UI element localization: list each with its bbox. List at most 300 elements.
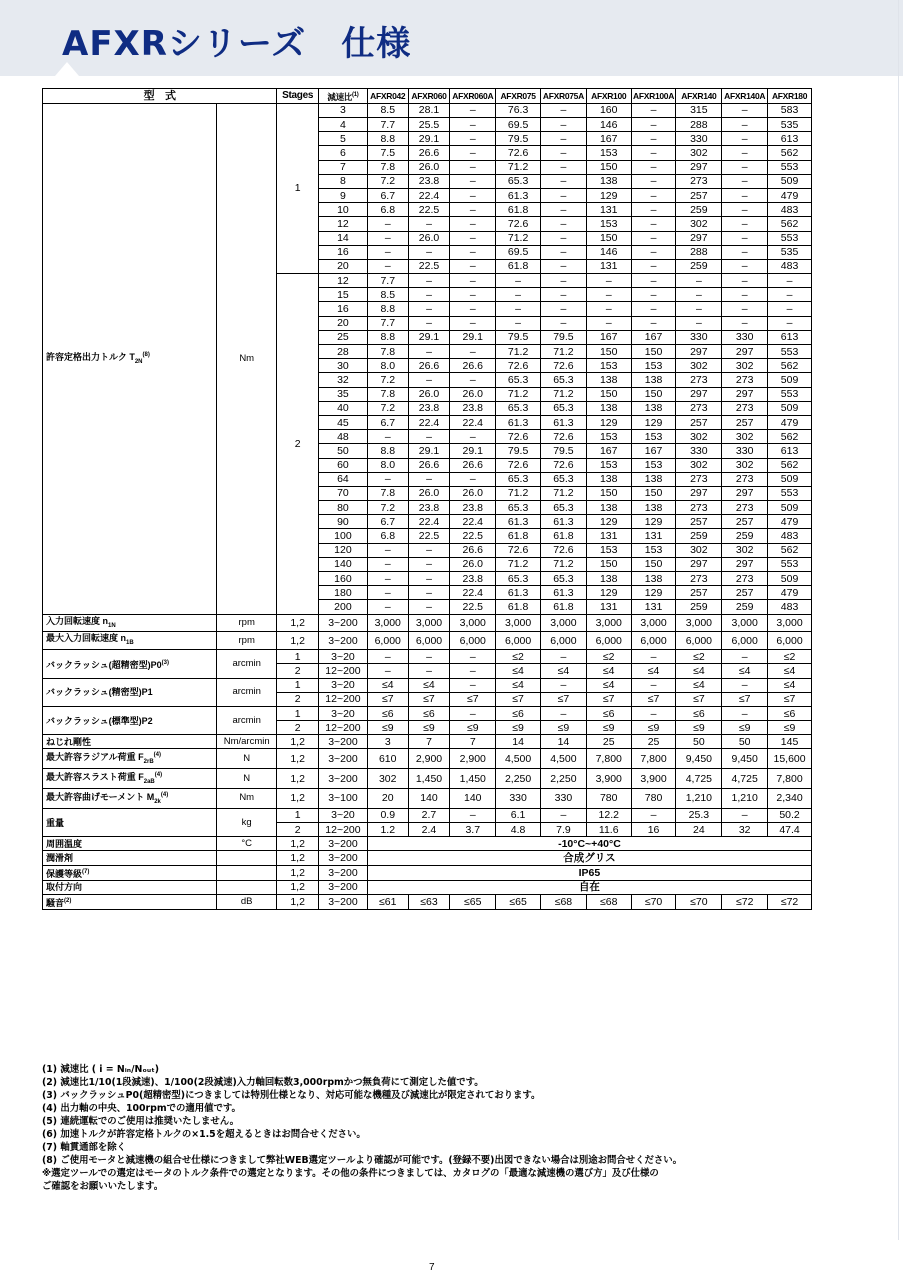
value-cell: 302 <box>676 458 722 472</box>
value-cell: 7.8 <box>367 486 408 500</box>
value-cell: ≤7 <box>496 692 541 706</box>
value-cell: 140 <box>408 789 450 809</box>
value-cell: – <box>367 472 408 486</box>
value-cell: 129 <box>586 415 631 429</box>
value-cell: 129 <box>586 515 631 529</box>
value-cell: 167 <box>631 330 676 344</box>
value-cell: 259 <box>676 259 722 273</box>
value-cell: 257 <box>722 415 768 429</box>
value-cell: 7.5 <box>367 146 408 160</box>
value-cell: 61.3 <box>541 586 587 600</box>
value-cell: 22.5 <box>450 600 496 614</box>
value-cell: 138 <box>631 572 676 586</box>
value-cell: 153 <box>586 458 631 472</box>
value-cell: 2.4 <box>408 823 450 837</box>
value-cell: 483 <box>768 600 812 614</box>
value-cell: 509 <box>768 401 812 415</box>
value-cell: 26.6 <box>450 359 496 373</box>
value-cell: 131 <box>586 600 631 614</box>
value-cell: 297 <box>676 345 722 359</box>
value-cell: 553 <box>768 160 812 174</box>
header-model: 型 式 <box>43 89 277 104</box>
value-cell: 6,000 <box>586 632 631 650</box>
row-label <box>43 851 217 865</box>
value-cell: 65.3 <box>541 501 587 515</box>
value-cell: 257 <box>722 515 768 529</box>
value-cell: – <box>450 373 496 387</box>
value-cell: 65.3 <box>541 401 587 415</box>
merged-value-cell: 合成グリス <box>367 851 811 865</box>
value-cell: ≤6 <box>496 706 541 720</box>
table-row <box>43 880 812 894</box>
value-cell: 7.8 <box>367 345 408 359</box>
merged-value-cell: IP65 <box>367 865 811 880</box>
value-cell: 613 <box>768 330 812 344</box>
value-cell: 0.9 <box>367 808 408 822</box>
value-cell: 7 <box>408 735 450 749</box>
value-cell: – <box>586 302 631 316</box>
value-cell: 22.4 <box>408 188 450 202</box>
value-cell: – <box>496 274 541 288</box>
value-cell: – <box>541 316 587 330</box>
value-cell: 273 <box>676 501 722 515</box>
row-label-text: バックラッシュ(標準型)P2 <box>46 715 153 726</box>
spec-table <box>42 88 812 910</box>
value-cell: – <box>408 316 450 330</box>
value-cell: ≤4 <box>541 664 587 678</box>
value-cell: 8.8 <box>367 330 408 344</box>
ratio-cell: 3~200 <box>319 837 368 851</box>
value-cell: ≤4 <box>768 678 812 692</box>
value-cell: 2,340 <box>768 789 812 809</box>
ratio-cell: 30 <box>319 359 368 373</box>
unit-cell: arcmin <box>217 650 277 678</box>
value-cell: 65.3 <box>496 501 541 515</box>
header-row <box>43 89 812 104</box>
value-cell: 257 <box>722 586 768 600</box>
value-cell: 138 <box>631 501 676 515</box>
value-cell: – <box>541 706 587 720</box>
row-label <box>43 678 217 706</box>
value-cell: 330 <box>676 330 722 344</box>
value-cell: 65.3 <box>496 572 541 586</box>
value-cell: 65.3 <box>496 401 541 415</box>
row-label-text: 保護等級 <box>46 868 83 879</box>
value-cell: 140 <box>450 789 496 809</box>
value-cell: 69.5 <box>496 118 541 132</box>
value-cell: 150 <box>586 160 631 174</box>
value-cell: – <box>450 664 496 678</box>
value-cell: 72.6 <box>541 458 587 472</box>
stage-cell: 1,2 <box>277 894 319 909</box>
value-cell: 2,900 <box>450 749 496 769</box>
value-cell: 72.6 <box>496 146 541 160</box>
value-cell: 131 <box>631 529 676 543</box>
value-cell: – <box>367 217 408 231</box>
row-label <box>43 769 217 789</box>
row-label-text: 最大許容ラジアル荷重 F <box>46 752 144 763</box>
value-cell: 138 <box>586 401 631 415</box>
value-cell: 562 <box>768 217 812 231</box>
stage-cell: 2 <box>277 721 319 735</box>
footnote-line: (8) ご使用モータと減速機の組合せ仕様につきまして弊社WEB選定ツールより確認が可能です。(登録不要)出図できない場合は別途お問合せください。 <box>42 1155 682 1166</box>
value-cell: ≤9 <box>586 721 631 735</box>
row-label <box>43 632 217 650</box>
value-cell: 20 <box>367 789 408 809</box>
value-cell: 479 <box>768 586 812 600</box>
value-cell: ≤7 <box>586 692 631 706</box>
ratio-cell: 28 <box>319 345 368 359</box>
value-cell: 131 <box>586 259 631 273</box>
value-cell: ≤4 <box>496 664 541 678</box>
ratio-cell: 140 <box>319 557 368 571</box>
value-cell: 273 <box>676 572 722 586</box>
value-cell: 26.0 <box>450 486 496 500</box>
value-cell: – <box>722 678 768 692</box>
value-cell: – <box>722 203 768 217</box>
ratio-cell: 48 <box>319 430 368 444</box>
value-cell: – <box>722 132 768 146</box>
value-cell: – <box>631 678 676 692</box>
value-cell: 26.6 <box>408 458 450 472</box>
value-cell: 23.8 <box>450 401 496 415</box>
value-cell: 72.6 <box>496 458 541 472</box>
value-cell: – <box>541 808 587 822</box>
value-cell: 330 <box>541 789 587 809</box>
value-cell: 3,000 <box>768 614 812 632</box>
value-cell: – <box>450 231 496 245</box>
value-cell: – <box>541 217 587 231</box>
value-cell: 61.3 <box>496 188 541 202</box>
unit-cell: Nm <box>217 789 277 809</box>
value-cell: ≤4 <box>768 664 812 678</box>
ratio-cell: 180 <box>319 586 368 600</box>
value-cell: – <box>450 132 496 146</box>
stage-cell: 1,2 <box>277 865 319 880</box>
value-cell: 167 <box>586 444 631 458</box>
value-cell: ≤9 <box>768 721 812 735</box>
value-cell: – <box>722 231 768 245</box>
value-cell: – <box>768 288 812 302</box>
value-cell: 7.7 <box>367 316 408 330</box>
stage-1-cell: 1 <box>277 103 319 273</box>
ratio-cell: 200 <box>319 600 368 614</box>
value-cell: 297 <box>676 231 722 245</box>
value-cell: 479 <box>768 415 812 429</box>
value-cell: ≤65 <box>496 894 541 909</box>
value-cell: – <box>450 203 496 217</box>
value-cell: 153 <box>586 359 631 373</box>
stage-2-cell: 2 <box>277 274 319 615</box>
value-cell: 6,000 <box>367 632 408 650</box>
torque-label-superscript: (8) <box>142 352 150 359</box>
value-cell: 72.6 <box>541 359 587 373</box>
value-cell: 25.5 <box>408 118 450 132</box>
value-cell: ≤2 <box>586 650 631 664</box>
value-cell: 129 <box>586 188 631 202</box>
value-cell: 6.8 <box>367 529 408 543</box>
value-cell: 8.0 <box>367 458 408 472</box>
ratio-cell: 3~100 <box>319 789 368 809</box>
value-cell: 302 <box>676 217 722 231</box>
row-label-text: 周囲温度 <box>46 838 83 849</box>
value-cell: ≤7 <box>367 692 408 706</box>
value-cell: – <box>631 160 676 174</box>
stage-cell: 1,2 <box>277 769 319 789</box>
value-cell: 22.5 <box>408 529 450 543</box>
value-cell: 150 <box>586 557 631 571</box>
value-cell: 71.2 <box>496 160 541 174</box>
footnote-line: (3) バックラッシュP0(超精密型)につきましては特別仕様となり、対応可能な機種及び減速比が限定されております。 <box>42 1090 541 1101</box>
header-model-5: AFXR100 <box>586 89 631 104</box>
value-cell: – <box>541 103 587 117</box>
value-cell: ≤61 <box>367 894 408 909</box>
value-cell: – <box>450 160 496 174</box>
value-cell: 72.6 <box>541 543 587 557</box>
value-cell: 273 <box>676 401 722 415</box>
value-cell: – <box>722 245 768 259</box>
value-cell: ≤4 <box>586 664 631 678</box>
value-cell: 9,450 <box>722 749 768 769</box>
value-cell: 23.8 <box>408 501 450 515</box>
value-cell: 7.2 <box>367 174 408 188</box>
table-row <box>43 632 812 650</box>
value-cell: 50.2 <box>768 808 812 822</box>
value-cell: 4,725 <box>722 769 768 789</box>
value-cell: ≤7 <box>541 692 587 706</box>
value-cell: ≤68 <box>541 894 587 909</box>
value-cell: 6,000 <box>676 632 722 650</box>
ratio-cell: 12 <box>319 217 368 231</box>
value-cell: 26.0 <box>408 231 450 245</box>
ratio-cell: 64 <box>319 472 368 486</box>
value-cell: – <box>722 288 768 302</box>
stage-cell: 1,2 <box>277 837 319 851</box>
ratio-cell: 3~20 <box>319 650 368 664</box>
ratio-cell: 100 <box>319 529 368 543</box>
value-cell: 22.5 <box>450 529 496 543</box>
value-cell: 153 <box>631 359 676 373</box>
value-cell: 4,500 <box>496 749 541 769</box>
value-cell: 150 <box>586 231 631 245</box>
value-cell: 273 <box>722 401 768 415</box>
value-cell: 153 <box>586 146 631 160</box>
row-label-text: 最大許容曲げモーメント M <box>46 792 155 803</box>
value-cell: 7,800 <box>631 749 676 769</box>
value-cell: 131 <box>586 529 631 543</box>
ratio-cell: 80 <box>319 501 368 515</box>
value-cell: 553 <box>768 231 812 245</box>
value-cell: – <box>450 245 496 259</box>
value-cell: 1.2 <box>367 823 408 837</box>
value-cell: 23.8 <box>408 174 450 188</box>
ratio-cell: 12~200 <box>319 692 368 706</box>
value-cell: 22.4 <box>408 415 450 429</box>
value-cell: 535 <box>768 118 812 132</box>
value-cell: – <box>722 706 768 720</box>
ratio-cell: 3~200 <box>319 749 368 769</box>
value-cell: 1,210 <box>676 789 722 809</box>
value-cell: 562 <box>768 359 812 373</box>
footnote-line: (5) 連続運転でのご使用は推奨いたしません。 <box>42 1116 240 1127</box>
value-cell: 72.6 <box>496 543 541 557</box>
value-cell: – <box>541 274 587 288</box>
ratio-cell: 3~200 <box>319 614 368 632</box>
value-cell: ≤6 <box>367 706 408 720</box>
ratio-cell: 3~200 <box>319 769 368 789</box>
stage-cell: 1,2 <box>277 735 319 749</box>
value-cell: 76.3 <box>496 103 541 117</box>
value-cell: 153 <box>586 543 631 557</box>
stage-cell: 1,2 <box>277 749 319 769</box>
value-cell: 2.7 <box>408 808 450 822</box>
value-cell: ≤68 <box>586 894 631 909</box>
value-cell: 146 <box>586 245 631 259</box>
value-cell: 72.6 <box>496 217 541 231</box>
stage-cell: 1,2 <box>277 880 319 894</box>
value-cell: – <box>367 664 408 678</box>
table-row <box>43 749 812 769</box>
value-cell: – <box>541 302 587 316</box>
value-cell: 79.5 <box>541 444 587 458</box>
value-cell: 2,250 <box>496 769 541 789</box>
row-label-text: 入力回転速度 n <box>46 615 108 626</box>
row-label <box>43 706 217 734</box>
value-cell: 61.3 <box>541 515 587 529</box>
value-cell: 61.8 <box>496 259 541 273</box>
value-cell: – <box>722 174 768 188</box>
value-cell: 79.5 <box>541 330 587 344</box>
value-cell: ≤4 <box>631 664 676 678</box>
unit-cell: Nm/arcmin <box>217 735 277 749</box>
value-cell: 150 <box>631 557 676 571</box>
value-cell: 6,000 <box>768 632 812 650</box>
value-cell: 153 <box>586 430 631 444</box>
header-model-6: AFXR100A <box>631 89 676 104</box>
value-cell: 6,000 <box>450 632 496 650</box>
value-cell: – <box>450 217 496 231</box>
value-cell: 167 <box>586 132 631 146</box>
value-cell: 167 <box>586 330 631 344</box>
value-cell: 26.6 <box>408 146 450 160</box>
value-cell: – <box>722 808 768 822</box>
unit-cell: kg <box>217 808 277 836</box>
unit-cell: arcmin <box>217 706 277 734</box>
value-cell: – <box>541 245 587 259</box>
value-cell: – <box>408 288 450 302</box>
value-cell: 553 <box>768 557 812 571</box>
unit-cell <box>217 851 277 865</box>
value-cell: – <box>450 678 496 692</box>
value-cell: 72.6 <box>496 430 541 444</box>
value-cell: 6,000 <box>408 632 450 650</box>
value-cell: – <box>768 274 812 288</box>
value-cell: – <box>367 430 408 444</box>
value-cell: 71.2 <box>541 557 587 571</box>
value-cell: 22.4 <box>450 415 496 429</box>
value-cell: 1,450 <box>408 769 450 789</box>
value-cell: 71.2 <box>496 486 541 500</box>
value-cell: ≤7 <box>631 692 676 706</box>
value-cell: ≤70 <box>631 894 676 909</box>
value-cell: – <box>631 650 676 664</box>
value-cell: – <box>496 288 541 302</box>
value-cell: – <box>631 706 676 720</box>
value-cell: 302 <box>676 543 722 557</box>
value-cell: 61.8 <box>496 529 541 543</box>
value-cell: 25 <box>586 735 631 749</box>
value-cell: ≤9 <box>676 721 722 735</box>
ratio-cell: 12~200 <box>319 664 368 678</box>
value-cell: – <box>408 650 450 664</box>
page-number: 7 <box>429 1262 435 1273</box>
value-cell: – <box>450 146 496 160</box>
value-cell: 288 <box>676 118 722 132</box>
value-cell: 302 <box>722 359 768 373</box>
value-cell: 297 <box>722 557 768 571</box>
value-cell: 153 <box>631 430 676 444</box>
stage-cell: 1 <box>277 678 319 692</box>
value-cell: 6,000 <box>722 632 768 650</box>
value-cell: 22.5 <box>408 259 450 273</box>
ratio-cell: 14 <box>319 231 368 245</box>
value-cell: ≤4 <box>722 664 768 678</box>
value-cell: 71.2 <box>496 387 541 401</box>
value-cell: 330 <box>676 444 722 458</box>
ratio-cell: 12 <box>319 274 368 288</box>
stage-cell: 1 <box>277 808 319 822</box>
value-cell: 273 <box>722 373 768 387</box>
ratio-cell: 7 <box>319 160 368 174</box>
value-cell: – <box>450 288 496 302</box>
value-cell: – <box>496 302 541 316</box>
value-cell: 4,500 <box>541 749 587 769</box>
value-cell: 26.6 <box>450 543 496 557</box>
value-cell: 129 <box>631 415 676 429</box>
value-cell: – <box>408 600 450 614</box>
value-cell: – <box>541 288 587 302</box>
value-cell: – <box>367 557 408 571</box>
row-label-superscript: (3) <box>161 659 169 666</box>
row-label <box>43 735 217 749</box>
ratio-cell: 12~200 <box>319 721 368 735</box>
value-cell: 3,000 <box>408 614 450 632</box>
value-cell: 3,000 <box>450 614 496 632</box>
value-cell: – <box>631 245 676 259</box>
value-cell: 302 <box>676 146 722 160</box>
ratio-cell: 20 <box>319 259 368 273</box>
value-cell: 150 <box>631 387 676 401</box>
value-cell: 7.2 <box>367 373 408 387</box>
value-cell: ≤2 <box>768 650 812 664</box>
value-cell: 613 <box>768 444 812 458</box>
value-cell: – <box>450 274 496 288</box>
value-cell: ≤4 <box>367 678 408 692</box>
value-cell: – <box>541 160 587 174</box>
value-cell: – <box>631 146 676 160</box>
value-cell: – <box>450 650 496 664</box>
value-cell: – <box>541 203 587 217</box>
ratio-cell: 3~200 <box>319 894 368 909</box>
value-cell: – <box>631 259 676 273</box>
value-cell: 483 <box>768 203 812 217</box>
value-cell: 297 <box>676 160 722 174</box>
footnote-line: ※選定ツールでの選定はモータのトルク条件での選定となります。その他の条件につきましては、カタログの「最適な減速機の選び方」及び仕様の <box>42 1168 659 1179</box>
value-cell: 153 <box>586 217 631 231</box>
value-cell: 7.2 <box>367 401 408 415</box>
value-cell: 61.3 <box>496 415 541 429</box>
value-cell: 297 <box>722 486 768 500</box>
